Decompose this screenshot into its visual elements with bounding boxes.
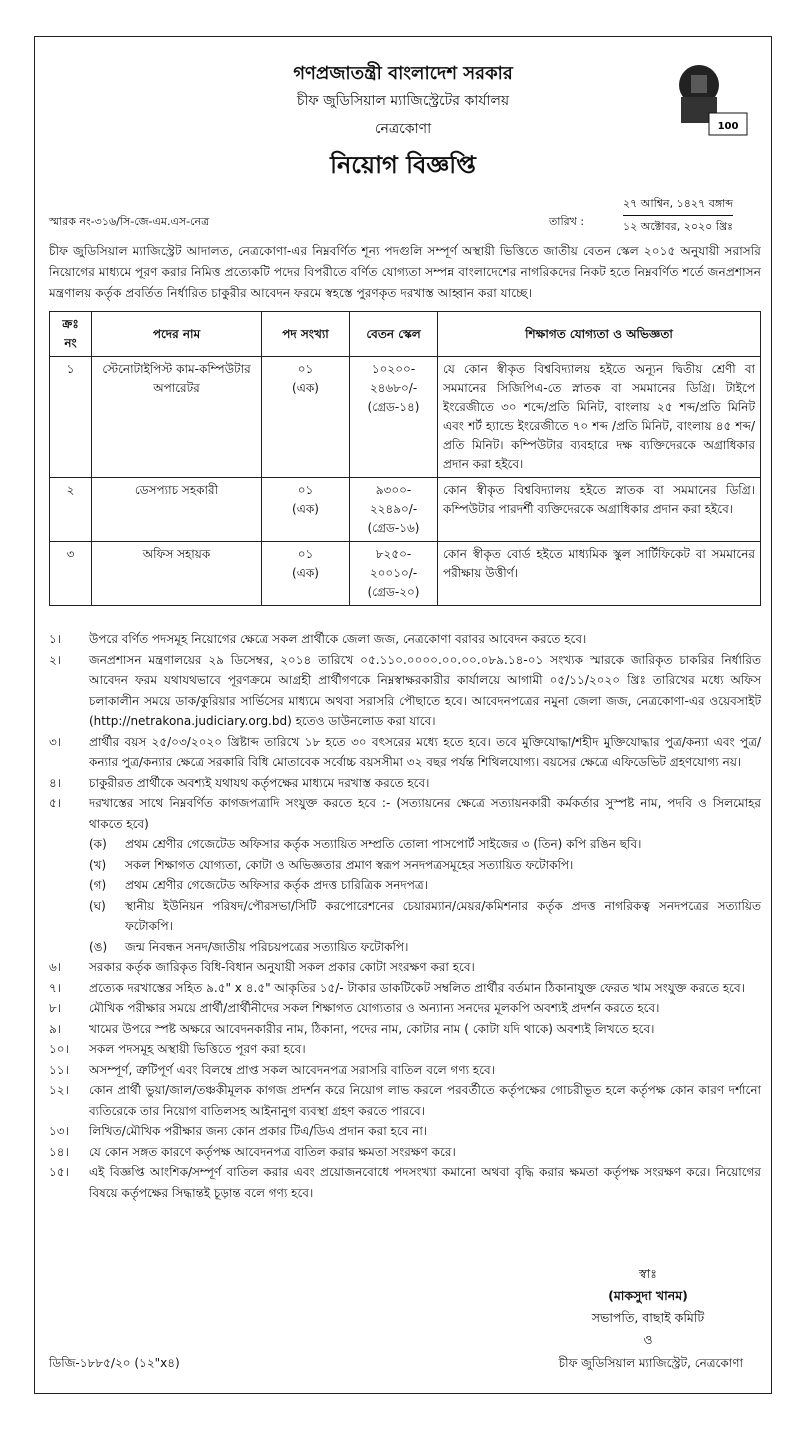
svg-text:100: 100 — [717, 121, 739, 132]
sub-list-item: (গ) প্রথম শ্রেণীর গেজেটেড অফিসার কর্তৃক প্রদত্ত চারিত্রিক সনদপত্র। — [89, 878, 428, 892]
vacancy-table — [49, 311, 761, 606]
list-item: ৪। চাকুরীরত প্রার্থীকে অবশ্যই যথাযথ কর্তৃপক্ষের মাধ্যমে দরখাস্ত করতে হবে। — [49, 775, 430, 790]
table-row — [50, 478, 761, 542]
row-post: অফিস সহায়ক — [92, 542, 262, 606]
sub-list-item: (ঙ) জন্ম নিবন্ধন সনদ/জাতীয় পরিচয়পত্রের সত্যায়িত ফটোকপি। — [89, 939, 409, 954]
row-count: ০১ (এক) — [262, 542, 350, 606]
row-post: স্টেনোটাইপিস্ট কাম-কম্পিউটার অপারেটর — [92, 357, 262, 478]
signatory-role: সভাপতি, বাছাই কমিটি — [591, 1310, 705, 1325]
list-item: ৯। খামের উপরে স্পষ্ট অক্ষরে আবেদনকারীর নাম, ঠিকানা, পদের নাম, কোটার নাম ( কোটা যদি থাকে) অবশ্যই লিখতে হবে। — [49, 1021, 655, 1036]
list-item: ১২। কোন প্রার্থী ভুয়া/জাল/তঞ্চকীমূলক কাগজ প্রদর্শন করে নিয়োগ লাভ করলে পরবর্তীতে কর্তৃপক্ষের গোচরীভূত হলে কর্তৃপক্ষ কোন কারণ দর্শানো ব্যতিরেকে তার নিয়োগ বাতিলসহ আইনানুগ ব্যবস্থা গ্রহণ করতে পারবে। — [49, 1083, 761, 1118]
row-post: ডেসপ্যাচ সহকারী — [92, 478, 262, 542]
col-scale: বেতন স্কেল — [350, 312, 438, 357]
list-item: ১৩। লিখিত/মৌখিক পরীক্ষার জন্য কোন প্রকার টিএ/ডিএ প্রদান করা হবে না। — [49, 1124, 428, 1138]
intro-paragraph: চীফ জুডিসিয়াল ম্যাজিস্ট্রেট আদালত, নেত্রকোণা-এর নিম্নবর্ণিত শূন্য পদগুলি সম্পূর্ণ অস্থায়ী ভিত্তিতে জাতীয় বেতন স্কেল ২০১৫ অনুযায়ী সরাসরি নিয়োগের মাধ্যমে পূরণ করার নিমিত্ত প্রত্যেকটি পদের বিপরীতে বর্ণিত যোগ্যতা সম্পন্ন বাংলাদেশের নাগরিকদের নিকট হতে নিম্নবর্ণিত শর্তে জনপ্রশাসন মন্ত্রণালয় কর্তৃক প্রবর্তিত নির্ধারিত চাকুরীর আবেদন ফরমে স্বহস্তে পুরণকৃত দরখাস্ত আহ্বান করা যাচ্ছে। — [49, 244, 761, 300]
row-serial: ৩ — [50, 542, 92, 606]
city-name: নেত্রকোণা — [374, 121, 432, 137]
mujib-borsho-logo — [665, 57, 751, 143]
col-qualification: শিক্ষাগত যোগ্যতা ও অভিজ্ঞতা — [438, 312, 761, 357]
terms-list — [49, 629, 761, 1203]
memo-number: স্মারক নং-৩১৬/সি-জে-এম.এস-নেত্র — [49, 215, 210, 228]
list-item: ১৫। এই বিজ্ঞপ্তি আংশিক/সম্পূর্ণ বাতিল করার এবং প্রয়োজনবোধে পদসংখ্যা কমানো অথবা বৃদ্ধি করার ক্ষমতা কর্তৃপক্ষ সংরক্ষণ করে। নিয়োগের বিষয়ে কর্তৃপক্ষের সিদ্ধান্তই চূড়ান্ত বলে গণ্য হবে। — [49, 1165, 761, 1200]
col-post: পদের নাম — [92, 312, 262, 357]
row-scale: ৮২৫০- ২০০১০/- (গ্রেড-২০) — [350, 542, 438, 606]
row-serial: ২ — [50, 478, 92, 542]
row-qualification: যে কোন স্বীকৃত বিশ্ববিদ্যালয় হইতে অন্যূন দ্বিতীয় শ্রেণী বা সমমানের সিজিপিএ-তে স্নাতক বা সমমানের ডিগ্রি। টাইপে ইংরেজীতে ৩০ শব্দে/প্রতি মিনিট, বাংলায় ২৫ শব্দ/প্রতি মিনিট এবং শর্ট হ্যান্ডে ইংরেজীতে ৭০ শব্দ /প্রতি মিনিট, বাংলায় ৪৫ শব্দ/প্রতি মিনিট। কম্পিউটার ব্যবহারে দক্ষ ব্যক্তিদেরকে অগ্রাধিকার প্রদান করা হইবে। — [438, 357, 761, 478]
signature-block — [553, 1263, 743, 1351]
notice-sheet — [34, 36, 772, 1394]
list-item: ৬। সরকার কর্তৃক জারিকৃত বিধি-বিধান অনুযায়ী সকল প্রকার কোটা সংরক্ষণ করা হবে। — [49, 960, 475, 974]
signature-and: ও — [643, 1332, 653, 1347]
government-name: গণপ্রজাতন্ত্রী বাংলাদেশ সরকার — [293, 63, 513, 84]
col-count: পদ সংখ্যা — [262, 312, 350, 357]
sub-list-item: (খ) সকল শিক্ষাগত যোগ্যতা, কোটা ও অভিজ্ঞতার প্রমাণ স্বরূপ সনদপত্রসমূহের সত্যায়িত ফটোকপি। — [89, 857, 574, 872]
list-item: ৩। প্রার্থীর বয়স ২৫/০৩/২০২০ খ্রিষ্টাব্দ তারিখে ১৮ হতে ৩০ বৎসরের মধ্যে হতে হবে। তবে মুক্তিযোদ্ধা/শহীদ মুক্তিযোদ্ধার পুত্র/কন্যা এবং পুত্র/কন্যার পুত্র/কন্যার ক্ষেত্রে সরকারি বিধি মোতাবেক সর্বোচ্চ বয়সসীমা ৩২ বছর পর্যন্ত শিথিলযোগ্য। বয়সের ক্ষেত্রে এফিডেভিট গ্রহণযোগ্য নয়। — [49, 734, 761, 769]
col-serial: ক্রঃ নং — [50, 312, 92, 357]
sub-list-item: (ঘ) স্থানীয় ইউনিয়ন পরিষদ/পৌরসভা/সিটি করপোরেশনের চেয়ারম্যান/মেয়র/কমিশনার কর্তৃক প্রদত্ত নাগরিকত্ব সনদপত্রের সত্যায়িত ফটোকপি। — [89, 898, 761, 933]
list-item: ১। উপরে বর্ণিত পদসমূহ নিয়োগের ক্ষেত্রে সকল প্রার্থীকে জেলা জজ, নেত্রকোণা বরাবর আবেদন করতে হবে। — [49, 632, 587, 646]
row-count: ০১ (এক) — [262, 357, 350, 478]
table-row — [50, 357, 761, 478]
signatory-name: (মাকসুদা খানম) — [608, 1288, 688, 1303]
signatory-office: চীফ জুডিসিয়াল ম্যাজিস্ট্রেট, নেত্রকোণা — [558, 1356, 743, 1370]
table-row — [50, 542, 761, 606]
notice-title: নিয়োগ বিজ্ঞপ্তি — [330, 151, 476, 179]
date-box — [623, 193, 733, 238]
row-qualification: কোন স্বীকৃত বোর্ড হইতে মাধ্যমিক স্কুল সার্টিফিকেট বা সমমানের পরীক্ষায় উত্তীর্ণ। — [438, 542, 761, 606]
row-scale: ১০২০০- ২৪৬৮০/- (গ্রেড-১৪) — [350, 357, 438, 478]
date-label: তারিখ : — [549, 215, 585, 228]
signature-sd: স্বাঃ — [639, 1266, 657, 1281]
sub-list-item: (ক) প্রথম শ্রেণীর গেজেটেড অফিসার কর্তৃক সত্যায়িত সম্প্রতি তোলা পাসপোর্ট সাইজের ৩ (তিন) কপি রঙিন ছবি। — [89, 837, 642, 851]
list-item: ১১। অসম্পূর্ণ, ত্রুটিপূর্ণ এবং বিলম্বে প্রাপ্ত সকল আবেদনপত্র সরাসরি বাতিল বলে গণ্য হবে। — [49, 1062, 496, 1077]
row-scale: ৯৩০০- ২২৪৯০/- (গ্রেড-১৬) — [350, 478, 438, 542]
list-item: ৮। মৌখিক পরীক্ষার সময়ে প্রার্থী/প্রার্থীনীদের সকল শিক্ষাগত যোগ্যতার ও অন্যান্য সনদের মূলকপি অবশ্যই প্রদর্শন করতে হবে। — [49, 1001, 660, 1015]
row-serial: ১ — [50, 357, 92, 478]
list-item: ২। জনপ্রশাসন মন্ত্রণালয়ের ২৯ ডিসেম্বর, ২০১৪ তারিখে ০৫.১১০.০০০০.০০.০০.০৮৯.১৪-০১ সংখ্যক স্মারকে জারিকৃত চাকরির নির্ধারিত আবেদন ফরম যথাযথভাবে পূরণক্রমে আগ্রহী প্রার্থীগণকে নিম্নস্বাক্ষরকারীর কার্যালয়ে আগামী ০৫/১১/২০২০ খ্রিঃ তারিখের মধ্যে অফিস চলাকালীন সময়ে ডাক/কুরিয়ার সার্ভিসের মাধ্যমে অথবা সরাসরি পৌছাতে হবে। আবেদনপত্রের নমুনা জেলা জজ, নেত্রকোণা-এর ওয়েবসাইট (http://netrakona.judiciary.org.bd) হতেও ডাউনলোড করা যাবে। — [49, 652, 761, 728]
office-name: চীফ জুডিসিয়াল ম্যাজিস্ট্রেটের কার্যালয় — [296, 93, 510, 109]
list-item: ৭। প্রত্যেক দরখাস্তের সহিত ৯.৫" x ৪.৫" আকৃতির ১৫/- টাকার ডাকটিকেট সম্বলিত প্রার্থীর বর্তমান ঠিকানাযুক্ত ফেরত খাম সংযুক্ত করতে হবে। — [49, 980, 745, 995]
list-item: ১০। সকল পদসমূহ অস্থায়ী ভিত্তিতে পূরণ করা হবে। — [49, 1042, 306, 1056]
row-qualification: কোন স্বীকৃত বিশ্ববিদ্যালয় হইতে স্নাতক বা সমমানের ডিগ্রি। কম্পিউটার পারদর্শী ব্যক্তিদেরকে অগ্রাধিকার প্রদান করা হইবে। — [438, 478, 761, 542]
dg-code: ডিজি-১৮৮৫/২০ (১২"x৪) — [49, 1356, 180, 1370]
table-header-row — [50, 312, 761, 357]
list-item: ১৪। যে কোন সঙ্গত কারণে কর্তৃপক্ষ আবেদনপত্র বাতিল করার ক্ষমতা সংরক্ষণ করে। — [49, 1144, 456, 1159]
date-bangla: ২৭ আশ্বিন, ১৪২৭ বঙ্গাব্দ — [623, 193, 733, 216]
list-item: ৫। দরখাস্তের সাথে নিম্নবর্ণিত কাগজপত্রাদি সংযুক্ত করতে হবে :- (সত্যায়নের ক্ষেত্রে সত্যায়নকারী কর্মকর্তার সুস্পষ্ট নাম, পদবি ও সিলমোহর থাকতে হবে) (ক) প্রথম শ্রেণীর গেজেটেড অফিসার কর্তৃক সত্যায়িত সম্প্রতি তোলা পাসপোর্ট সাইজের ৩ (তিন) কপি রঙিন ছবি। (খ) সকল শিক্ষাগত যোগ্যতা, কোটা ও অভিজ্ঞতার প্রমাণ স্বরূপ সনদপত্রসমূহের সত্যায়িত ফটোকপি। (গ) প্রথম শ্রেণীর গেজেটেড অফিসার কর্তৃক প্রদত্ত চারিত্রিক সনদপত্র। (ঘ) স্থানীয় ইউনিয়ন পরিষদ/পৌরসভা/সিটি করপোরেশনের চেয়ারম্যান/মেয়র/কমিশনার কর্তৃক প্রদত্ত নাগরিকত্ব সনদপত্রের সত্যায়িত ফটোকপি। (ঙ) জন্ম নিবন্ধন সনদ/জাতীয় পরিচয়পত্রের সত্যায়িত ফটোকপি। — [49, 793, 761, 957]
date-english: ১২ অক্টোবর, ২০২০ খ্রিঃ — [623, 220, 734, 233]
row-count: ০১ (এক) — [262, 478, 350, 542]
